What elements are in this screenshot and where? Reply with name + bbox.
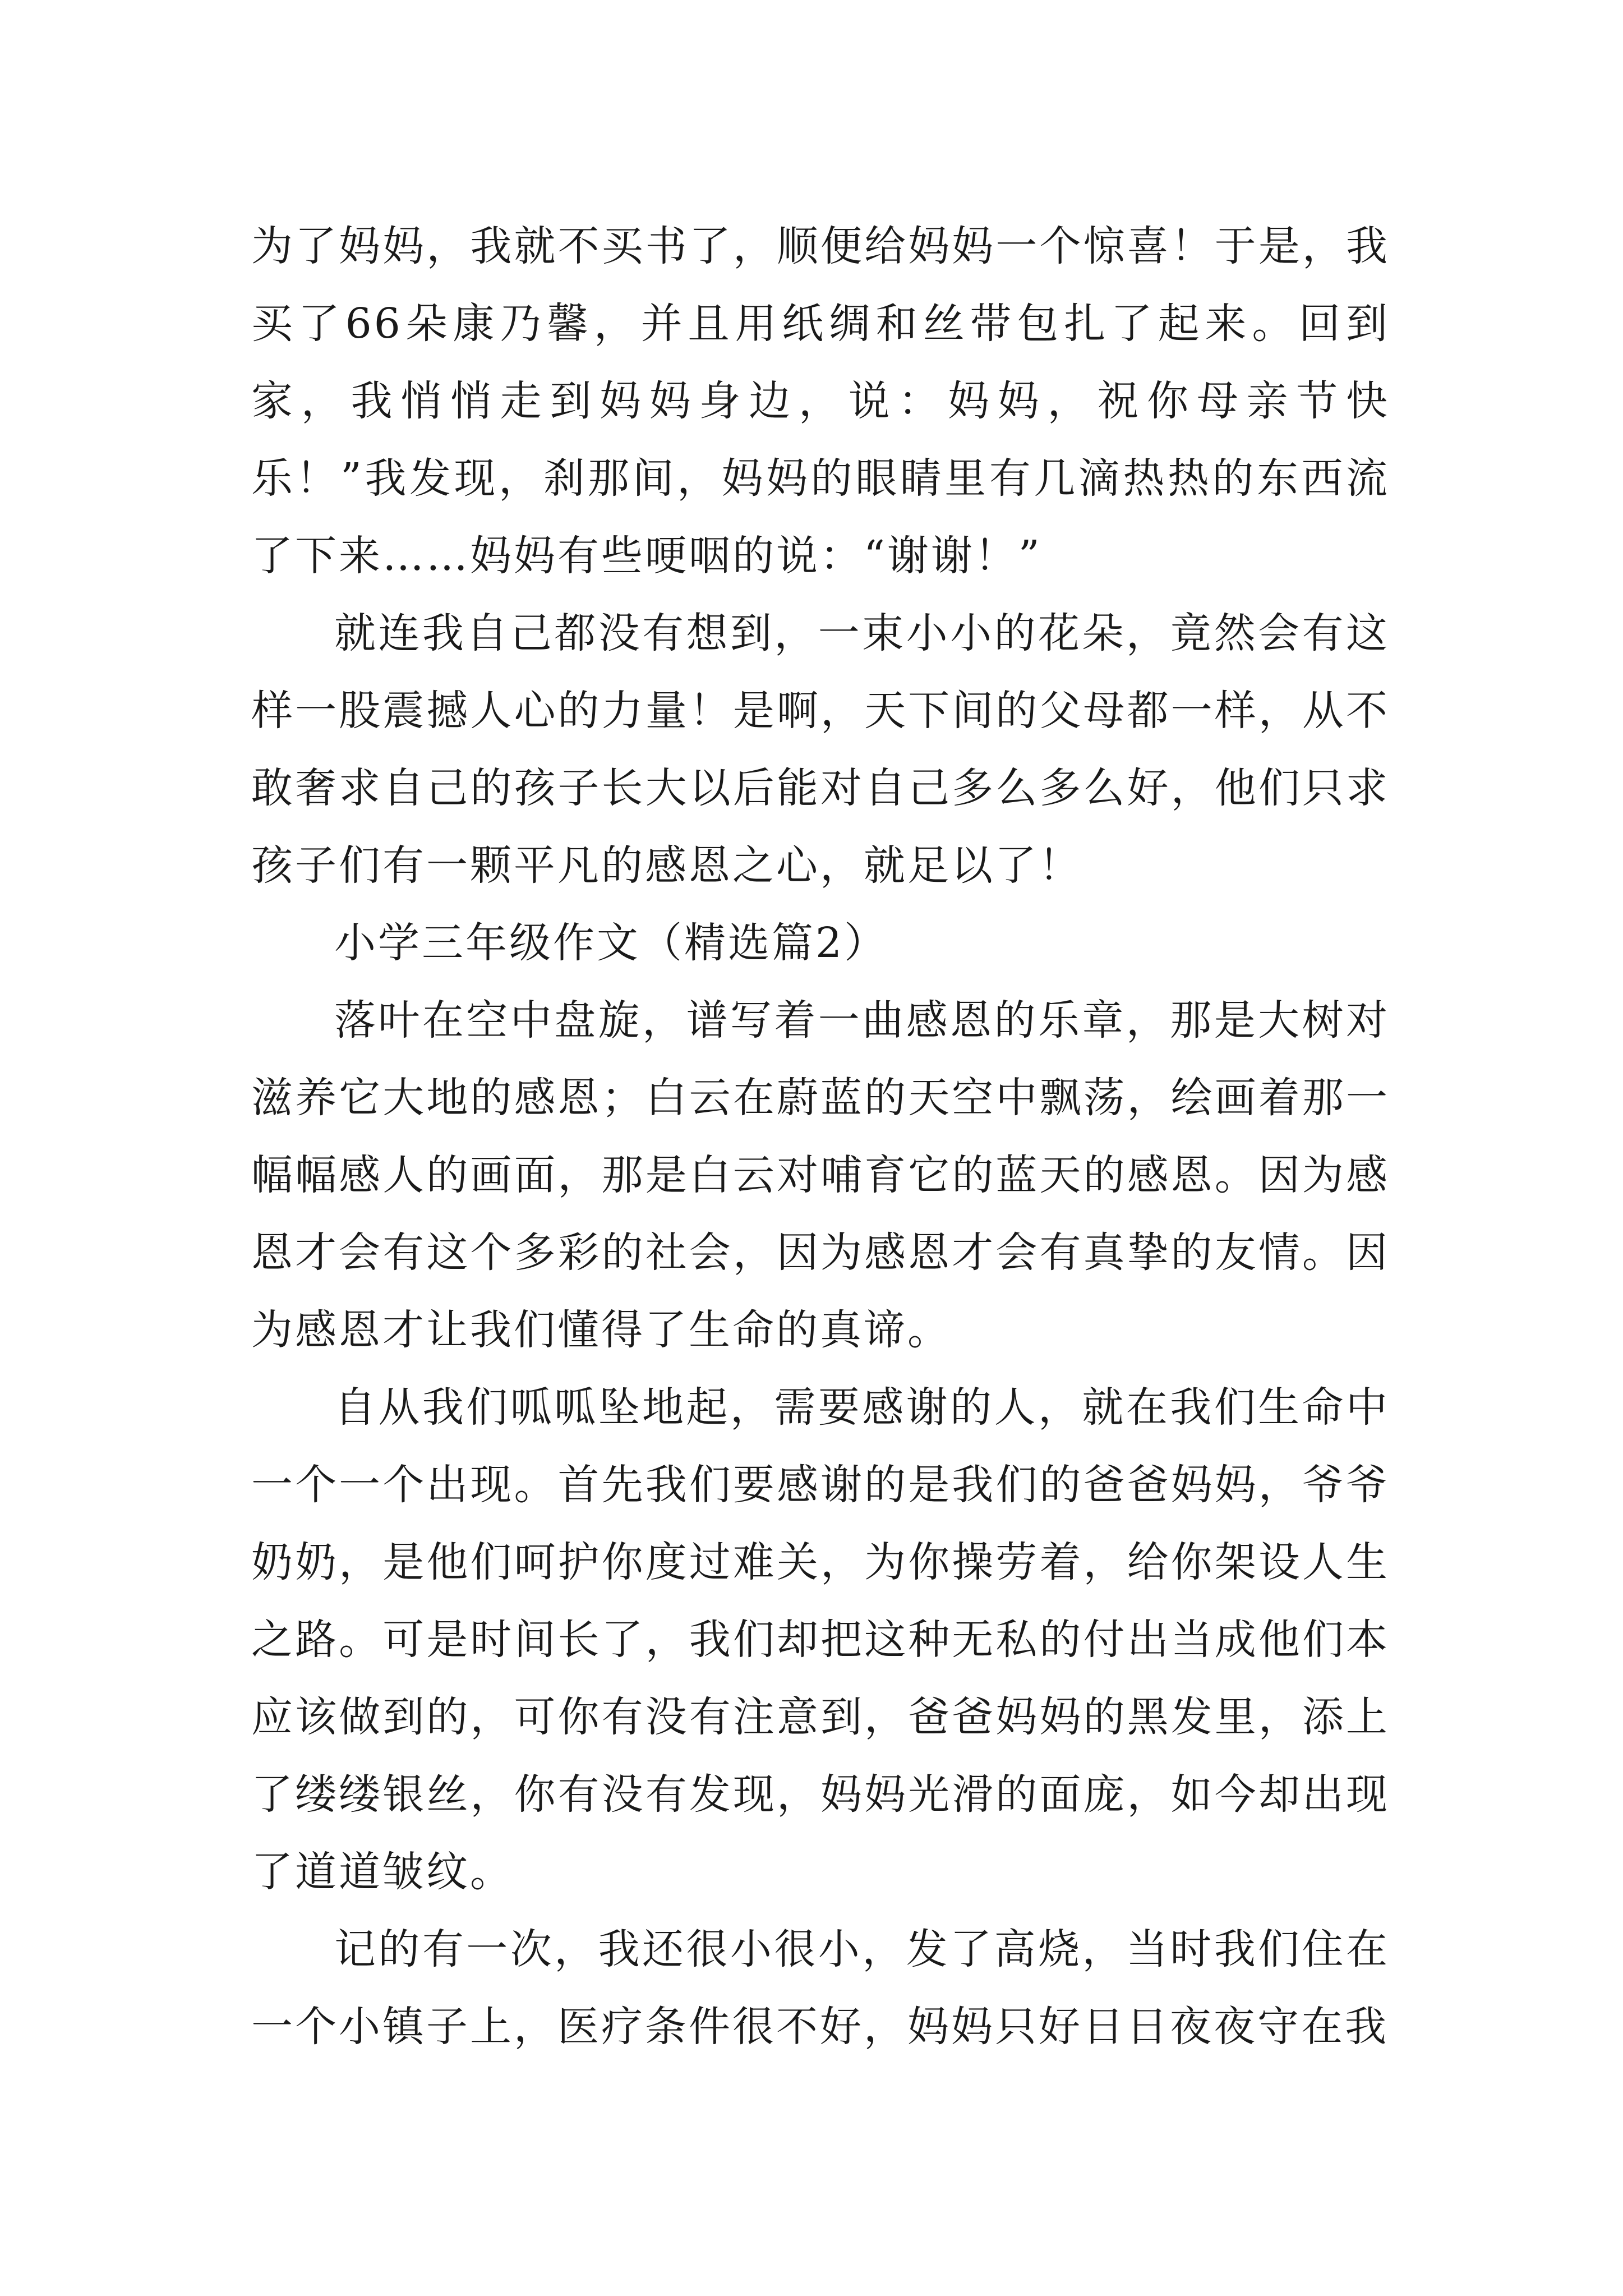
paragraph-4: 自从我们呱呱坠地起，需要感谢的人，就在我们生命中一个一个出现。首先我们要感谢的是我们的爸爸妈妈，爷爷奶奶，是他们呵护你度过难关，为你操劳着，给你架设人生之路。可是时间长了，我们却把这种无私的付出当成他们本应该做到的，可你有没有注意到，爸爸妈妈的黑发里，添上了缕缕银丝，你有没有发现，妈妈光滑的面庞，如今却出现了道道皱纹。 bbox=[251, 1383, 1390, 1896]
paragraph-3: 落叶在空中盘旋，谱写着一曲感恩的乐章，那是大树对滋养它大地的感恩；白云在蔚蓝的天空中飘荡，绘画着那一幅幅感人的画面，那是白云对哺育它的蓝天的感恩。因为感恩才会有这个多彩的社会，因为感恩才会有真挚的友情。因为感恩才让我们懂得了生命的真谛。 bbox=[251, 996, 1390, 1354]
document-body bbox=[251, 208, 1390, 2065]
paragraph-1: 为了妈妈，我就不买书了，顺便给妈妈一个惊喜！于是，我买了66朵康乃馨，并且用纸绸和丝带包扎了起来。回到家，我悄悄走到妈妈身边，说：妈妈，祝你母亲节快乐！”我发现，刹那间，妈妈的眼睛里有几滴热热的东西流了下来……妈妈有些哽咽的说：“谢谢！” bbox=[251, 222, 1390, 580]
paragraph-5: 记的有一次，我还很小很小，发了高烧，当时我们住在一个小镇子上，医疗条件很不好，妈妈只好日日夜夜守在我 bbox=[251, 1925, 1390, 2051]
paragraph-2: 就连我自己都没有想到，一束小小的花朵，竟然会有这样一股震撼人心的力量！是啊，天下间的父母都一样，从不敢奢求自己的孩子长大以后能对自己多么多么好，他们只求孩子们有一颗平凡的感恩之心，就足以了！ bbox=[251, 609, 1390, 890]
section-heading: 小学三年级作文（精选篇2） bbox=[334, 919, 888, 967]
